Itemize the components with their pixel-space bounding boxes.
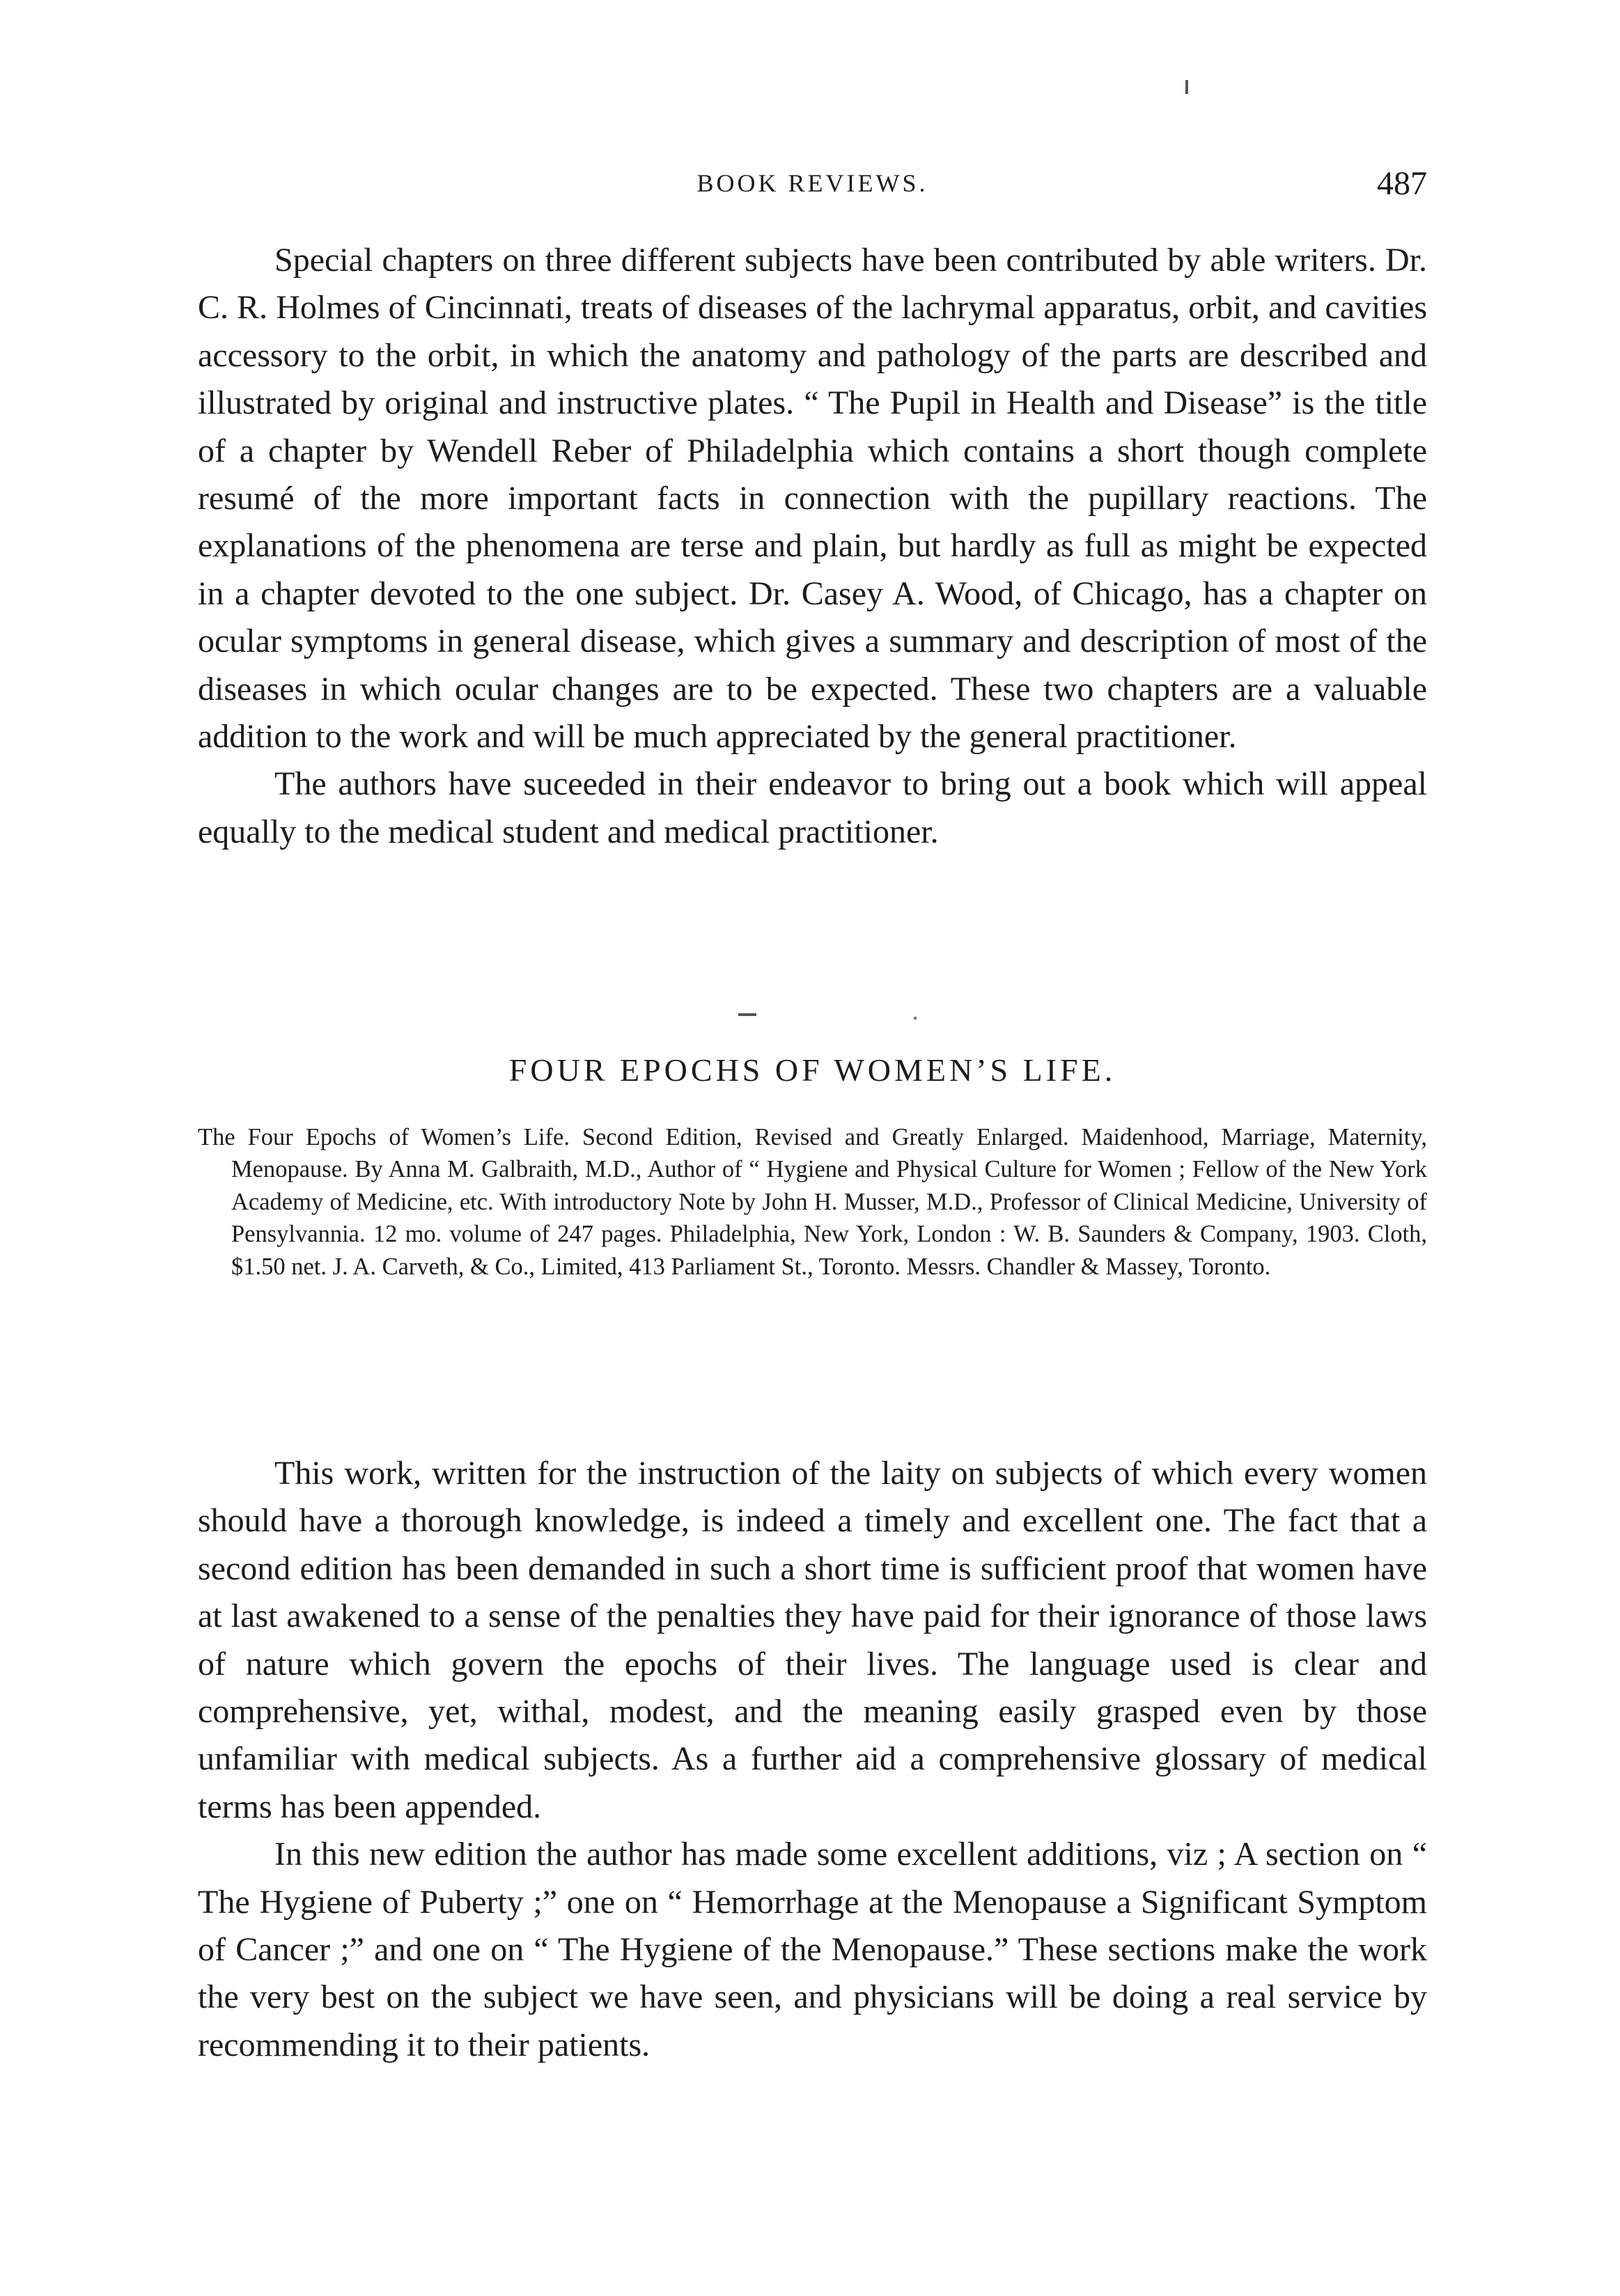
- review-two-citation: The Four Epochs of Women’s Life. Second Edition, Revised and Greatly Enlarged. Maidenhood, Marriage, Maternity, Menopause. By Anna M. Galbraith, M.D., Author of “ Hygiene and Physical Culture for Women ; Fellow of the New York Academy of Medicine, etc. With introductory Note by John H. Musser, M.D., Professor of Clinical Medicine, University of Pensylvannia. 12 mo. volume of 247 pages. Philadelphia, New York, London : W. B. Saunders & Company, 1903. Cloth, $1.50 net. J. A. Carveth, & Co., Limited, 413 Parliament St., Toronto. Messrs. Chandler & Massey, Toronto.: [198, 1124, 1427, 1280]
- review-two-paragraph: In this new edition the author has made some excellent additions, viz ; A section on “ The Hygiene of Puberty ;” one on “ Hemorrhage at the Menopause a Significant Symptom of Cancer ;” and one on “ The Hygiene of the Menopause.” These sections make the work the very best on the subject we have seen, and physicians will be doing a real service by recommending it to their patients.: [198, 1836, 1427, 2063]
- review-two-body: [198, 1450, 1427, 2069]
- running-title: BOOK REVIEWS.: [696, 169, 928, 197]
- review-two-paragraph: This work, written for the instruction of the laity on subjects of which every women should have a thorough knowledge, is indeed a timely and excellent one. The fact that a second edition has been demanded in such a short time is sufficient proof that women have at last awakened to a sense of the penalties they have paid for their ignorance of those laws of nature which govern the epochs of their lives. The language used is clear and comprehensive, yet, withal, modest, and the meaning easily grasped even by those unfamiliar with medical subjects. As a further aid a comprehensive glossary of medical terms has been appended.: [198, 1455, 1427, 1825]
- running-head: [198, 165, 1427, 210]
- section-divider-dot: [914, 1017, 917, 1020]
- review-one-body: [198, 237, 1427, 856]
- review-one-paragraph: Special chapters on three different subjects have been contributed by able writers. Dr. C. R. Holmes of Cincinnati, treats of diseases of the lachrymal apparatus, orbit, and cavities accessory to the orbit, in which the anatomy and pathology of the parts are described and illustrated by original and instructive plates. “ The Pupil in Health and Disease” is the title of a chapter by Wendell Reber of Philadelphia which contains a short though complete resumé of the more important facts in connection with the pupillary reactions. The explanations of the phenomena are terse and plain, but hardly as full as might be expected in a chapter devoted to the one subject. Dr. Casey A. Wood, of Chicago, has a chapter on ocular symptoms in general disease, which gives a summary and description of most of the diseases in which ocular changes are to be expected. These two chapters are a valuable addition to the work and will be much appreciated by the general practitioner.: [198, 242, 1427, 756]
- stray-ink-mark: [1185, 80, 1188, 94]
- review-one-paragraph: The authors have suceeded in their endeavor to bring out a book which will appeal equally to the medical student and medical practitioner.: [198, 765, 1427, 850]
- page-number: 487: [1377, 165, 1427, 202]
- review-two-title: FOUR EPOCHS OF WOMEN’S LIFE.: [508, 1052, 1116, 1088]
- section-divider: [738, 1013, 756, 1016]
